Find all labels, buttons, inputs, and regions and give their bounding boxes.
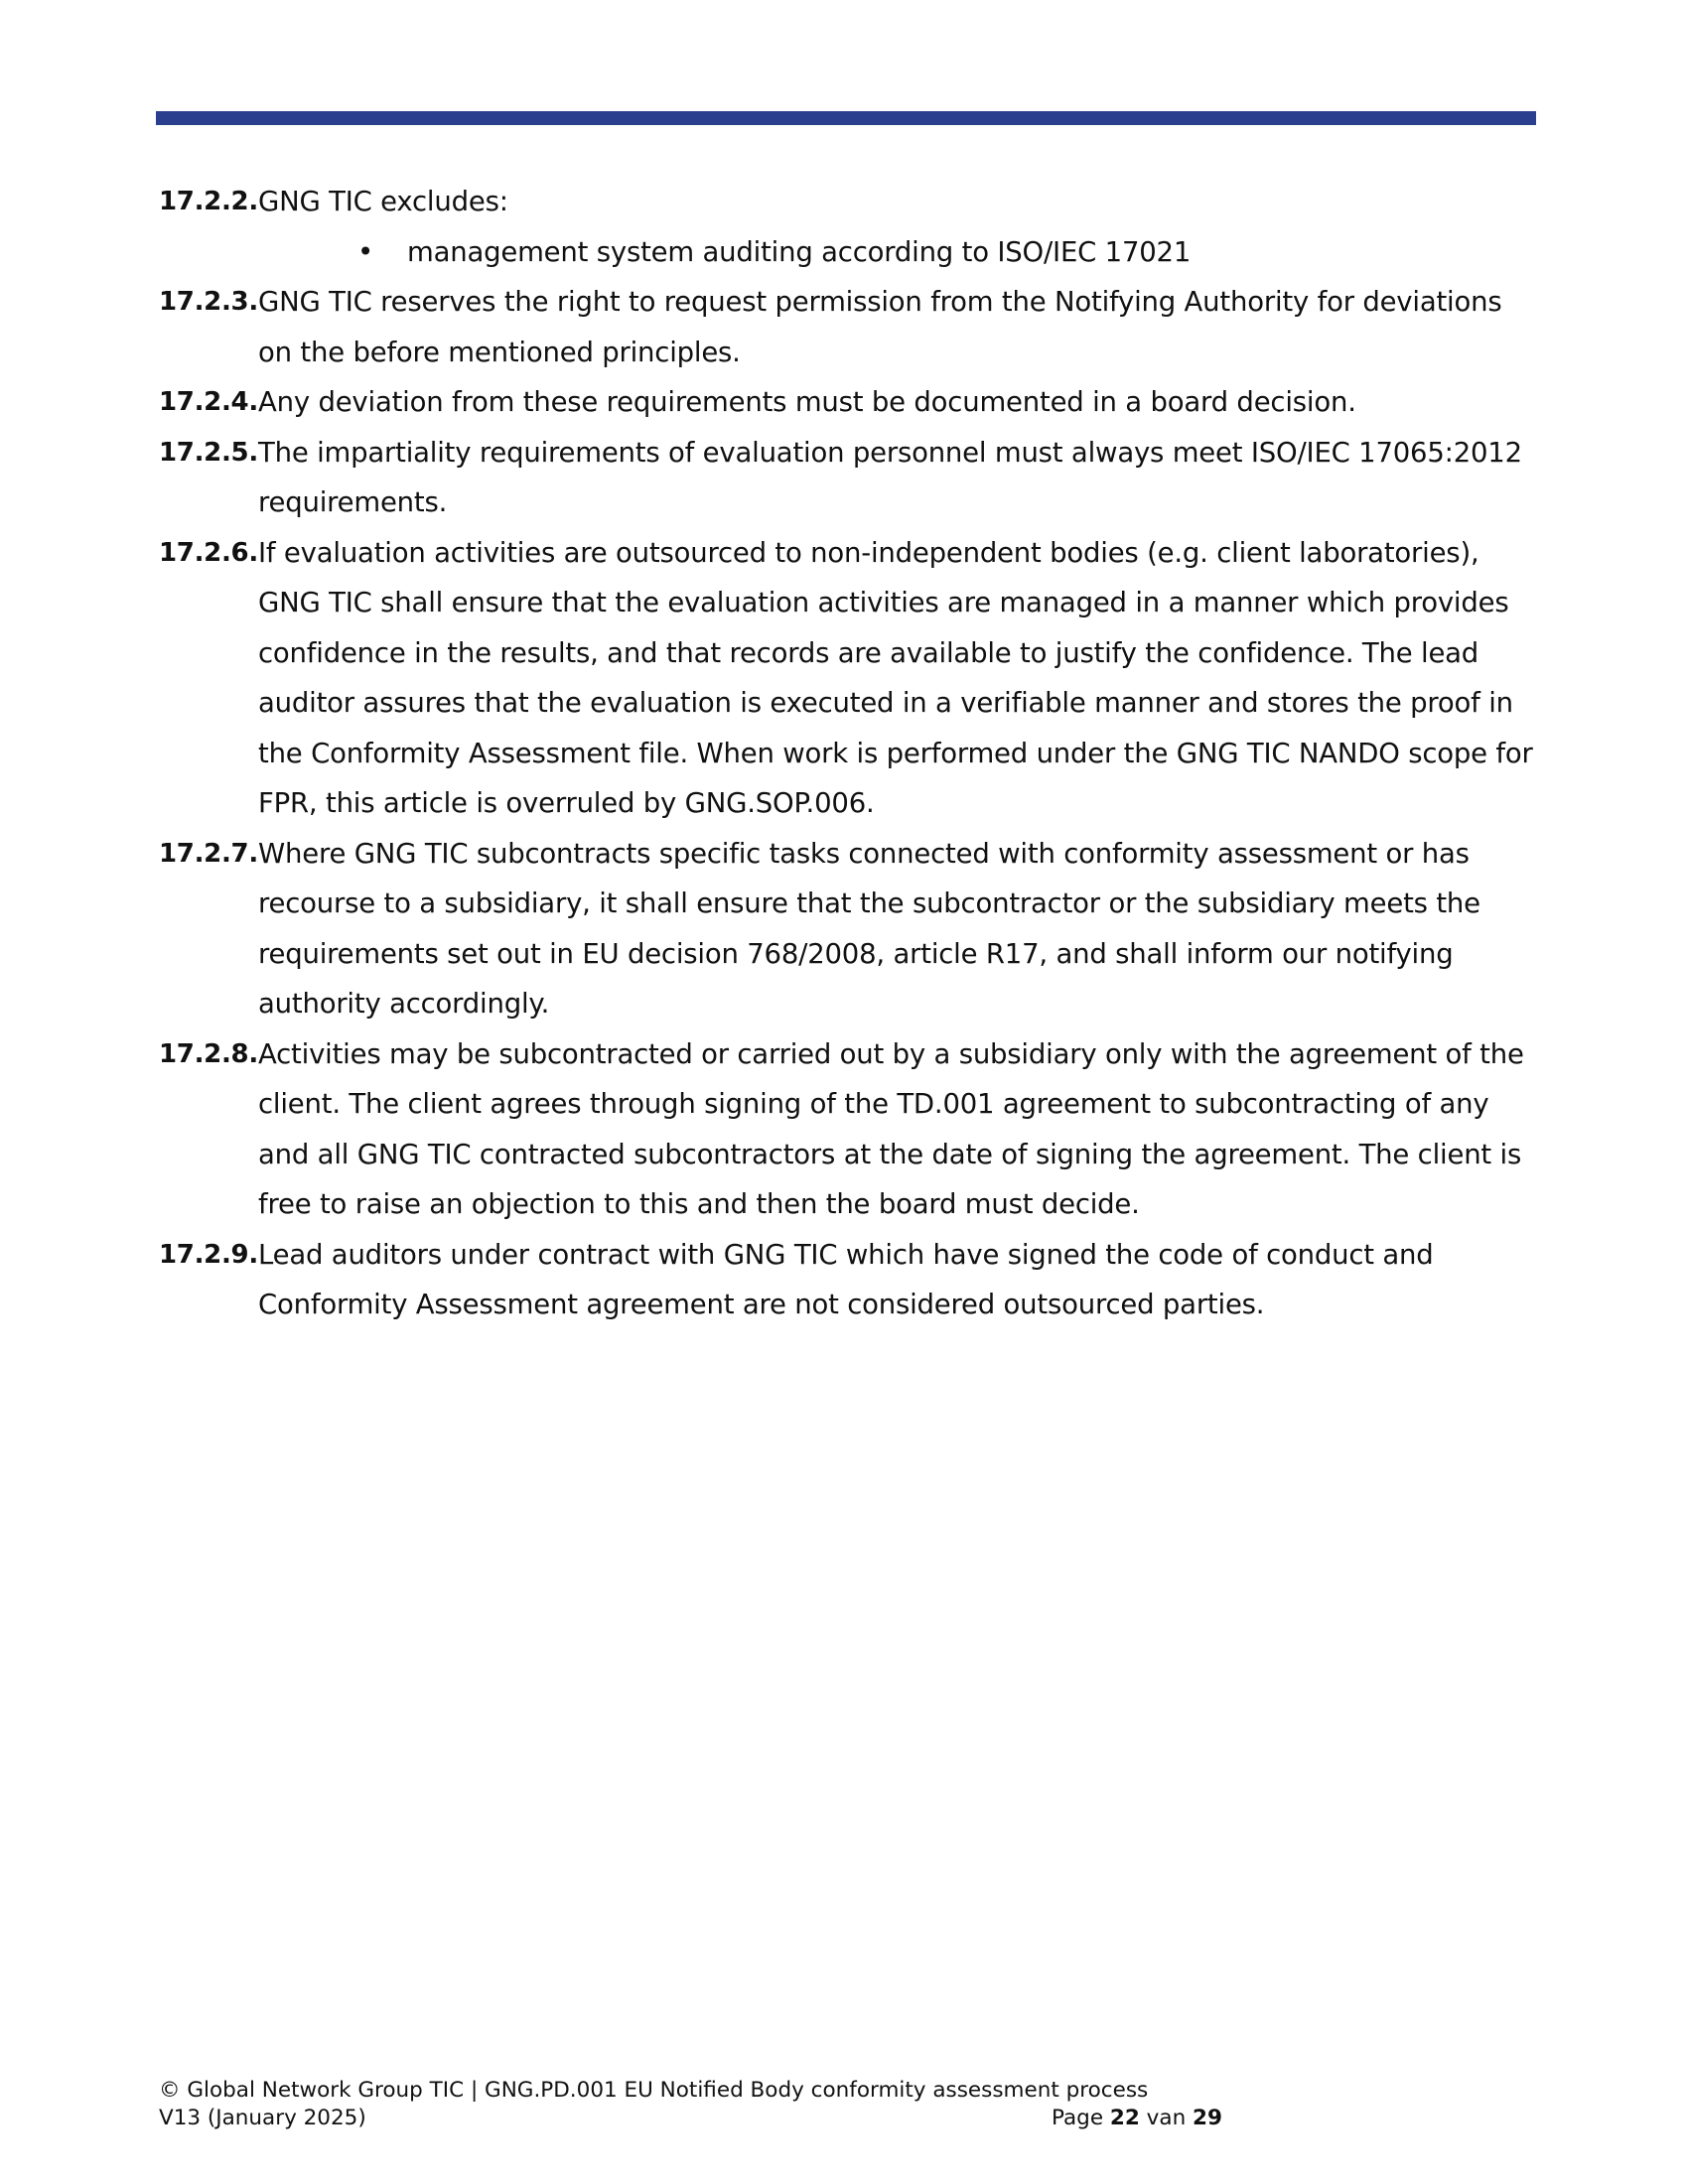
clause-17-2-4 (159, 377, 1539, 428)
list-item (159, 227, 1539, 278)
clause-number: 17.2.6. (159, 537, 258, 568)
clause-17-2-8 (159, 1029, 1539, 1230)
clause-17-2-6 (159, 528, 1539, 829)
clause-number: 17.2.3. (159, 287, 258, 317)
clause-17-2-5 (159, 428, 1539, 528)
clause-number: 17.2.7. (159, 838, 258, 869)
clause-text: Where GNG TIC subcontracts specific tasks connected with conformity assessment or has recourse to a subsidiary, it shall ensure that the subcontractor or the subsidiary meets the requirements set out in EU decision 768/2008, article R17, and shall inform our notifying authority accordingly. (258, 837, 1480, 1020)
page-label: Page (1052, 2106, 1104, 2130)
header-rule (156, 111, 1536, 125)
footer-version: V13 (January 2025) (159, 2106, 366, 2130)
clause-17-2-7 (159, 829, 1539, 1029)
bullet-list (159, 227, 1539, 278)
clause-text: GNG TIC reserves the right to request permission from the Notifying Authority for deviations on the before mentioned principles. (258, 286, 1502, 368)
document-body (159, 177, 1539, 1330)
clause-number: 17.2.2. (159, 187, 258, 216)
clause-text: GNG TIC excludes: (258, 186, 508, 217)
bullet-text: management system auditing according to ISO/IEC 17021 (407, 235, 1192, 268)
page-current: 22 (1109, 2106, 1140, 2130)
clause-17-2-2 (159, 177, 1539, 227)
page-total: 29 (1193, 2106, 1222, 2130)
clause-text: Activities may be subcontracted or carried out by a subsidiary only with the agreement of the client. The client agrees through signing of the TD.001 agreement to subcontracting of any and all GNG TIC contracted subcontractors at the date of signing the agreement. The client is free to raise an objection to this and then the board must decide. (258, 1037, 1524, 1220)
clause-number: 17.2.4. (159, 387, 258, 417)
bullet-icon: • (357, 235, 374, 268)
clause-number: 17.2.5. (159, 437, 258, 468)
clause-17-2-3 (159, 277, 1539, 377)
page-separator: van (1146, 2106, 1187, 2130)
clause-text: The impartiality requirements of evaluation personnel must always meet ISO/IEC 17065:2012 requirements. (258, 436, 1522, 518)
clause-17-2-9 (159, 1230, 1539, 1330)
page-number (1052, 2105, 1222, 2132)
footer-copyright: © Global Network Group TIC | GNG.PD.001 EU Notified Body conformity assessment process (159, 2078, 1149, 2103)
clause-number: 17.2.9. (159, 1239, 258, 1270)
page-footer (159, 2077, 1251, 2132)
clause-text: If evaluation activities are outsourced to non-independent bodies (e.g. client laboratories), GNG TIC shall ensure that the evaluation activities are managed in a manner which provides confidence in the results, and that records are available to justify the confidence. The lead auditor assures that the evaluation is executed in a verifiable manner and stores the proof in the Conformity Assessment file. When work is performed under the GNG TIC NANDO scope for FPR, this article is overruled by GNG.SOP.006. (258, 536, 1533, 819)
clause-text: Any deviation from these requirements must be documented in a board decision. (258, 386, 1356, 418)
clause-number: 17.2.8. (159, 1038, 258, 1069)
clause-text: Lead auditors under contract with GNG TIC which have signed the code of conduct and Conformity Assessment agreement are not considered outsourced parties. (258, 1238, 1434, 1320)
